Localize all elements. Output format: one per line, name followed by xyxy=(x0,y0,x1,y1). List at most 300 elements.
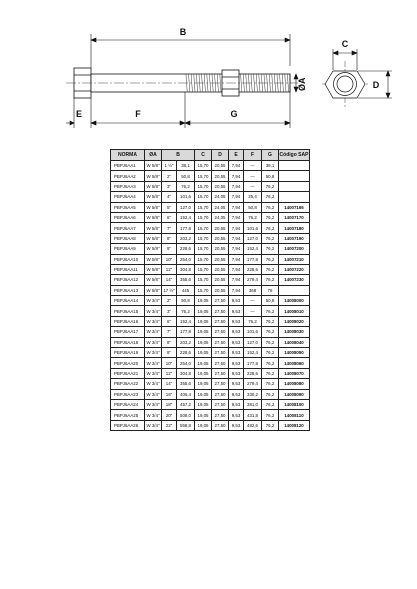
cell-sap-code: 14007165 xyxy=(279,202,310,212)
cell-sap-code: 14007220 xyxy=(279,264,310,274)
cell-diameter: W 3/4" xyxy=(145,410,162,420)
cell-c: 19,05 xyxy=(195,337,212,347)
cell-c: 19,05 xyxy=(195,389,212,399)
table-row xyxy=(111,306,310,316)
cell-b-mm: 76,2 xyxy=(177,181,195,191)
cell-norma: PBPJ6AA1 xyxy=(111,161,145,171)
cell-norma: PBPJ6AA25 xyxy=(111,410,145,420)
cell-diameter: W 3/4" xyxy=(145,420,162,430)
cell-norma: PBPJ6AA24 xyxy=(111,399,145,409)
nut-end-view xyxy=(322,61,368,107)
cell-d: 27,50 xyxy=(212,389,229,399)
cell-sap-code: 14007210 xyxy=(279,254,310,264)
table-row xyxy=(111,171,310,181)
cell-e: 9,53 xyxy=(229,379,244,389)
cell-f: 50,8 xyxy=(244,202,262,212)
header-c: C xyxy=(195,150,212,161)
table-row xyxy=(111,275,310,285)
cell-b-inch: 8" xyxy=(162,233,177,243)
bolt-side-view xyxy=(66,68,298,98)
cell-g: 50,8 xyxy=(262,296,279,306)
cell-g: 76,2 xyxy=(262,316,279,326)
cell-f: 127,0 xyxy=(244,233,262,243)
table-row xyxy=(111,161,310,171)
table-row xyxy=(111,223,310,233)
dimension-label-e: E xyxy=(75,109,83,119)
cell-sap-code: 14007180 xyxy=(279,223,310,233)
cell-e: 9,53 xyxy=(229,389,244,399)
cell-c: 15,70 xyxy=(195,202,212,212)
cell-c: 15,70 xyxy=(195,285,212,295)
cell-f: 482,6 xyxy=(244,420,262,430)
cell-b-mm: 228,6 xyxy=(177,244,195,254)
dimensions-lower xyxy=(66,92,290,128)
cell-sap-code: 14008120 xyxy=(279,420,310,430)
cell-diameter: W 5/8" xyxy=(145,264,162,274)
cell-e: 7,94 xyxy=(229,171,244,181)
dimension-label-g: G xyxy=(230,109,238,119)
cell-d: 20,55 xyxy=(212,233,229,243)
cell-e: 9,53 xyxy=(229,296,244,306)
cell-norma: PBPJ6AA15 xyxy=(111,306,145,316)
cell-sap-code: 14007170 xyxy=(279,212,310,222)
cell-f: — xyxy=(244,171,262,181)
bolt-technical-drawing xyxy=(0,0,417,140)
cell-e: 7,94 xyxy=(229,264,244,274)
cell-b-inch: 2" xyxy=(162,296,177,306)
cell-g: 76,2 xyxy=(262,306,279,316)
table-row xyxy=(111,337,310,347)
cell-g: 76,2 xyxy=(262,233,279,243)
cell-sap-code: 14008040 xyxy=(279,337,310,347)
cell-b-mm: 127,0 xyxy=(177,202,195,212)
cell-norma: PBPJ6AA20 xyxy=(111,358,145,368)
cell-e: 9,53 xyxy=(229,327,244,337)
cell-b-mm: 558,8 xyxy=(177,420,195,430)
cell-diameter: W 5/8" xyxy=(145,244,162,254)
cell-diameter: W 5/8" xyxy=(145,171,162,181)
cell-diameter: W 5/8" xyxy=(145,161,162,171)
cell-e: 9,53 xyxy=(229,337,244,347)
table-row xyxy=(111,254,310,264)
cell-b-inch: 14" xyxy=(162,275,177,285)
cell-diameter: W 3/4" xyxy=(145,399,162,409)
cell-d: 20,55 xyxy=(212,254,229,264)
cell-d: 27,50 xyxy=(212,306,229,316)
cell-b-inch: 1 ½" xyxy=(162,161,177,171)
table-row xyxy=(111,399,310,409)
cell-b-inch: 14" xyxy=(162,379,177,389)
cell-c: 15,70 xyxy=(195,212,212,222)
cell-c: 19,05 xyxy=(195,327,212,337)
cell-norma: PBPJ6AA10 xyxy=(111,254,145,264)
cell-norma: PBPJ6AA5 xyxy=(111,202,145,212)
cell-sap-code xyxy=(279,192,310,202)
cell-b-inch: 9" xyxy=(162,348,177,358)
cell-d: 20,55 xyxy=(212,264,229,274)
cell-sap-code: 14008110 xyxy=(279,410,310,420)
cell-c: 19,05 xyxy=(195,296,212,306)
cell-g: 76,2 xyxy=(262,337,279,347)
cell-c: 15,70 xyxy=(195,254,212,264)
cell-g: 76,2 xyxy=(262,264,279,274)
cell-g: 76,2 xyxy=(262,410,279,420)
header-diameter: ØA xyxy=(145,150,162,161)
cell-norma: PBPJ6AA14 xyxy=(111,296,145,306)
cell-f: 127,0 xyxy=(244,337,262,347)
cell-f: 228,6 xyxy=(244,368,262,378)
cell-e: 9,53 xyxy=(229,358,244,368)
header-e: E xyxy=(229,150,244,161)
cell-f: 177,8 xyxy=(244,358,262,368)
table-row xyxy=(111,368,310,378)
cell-f: 330,2 xyxy=(244,389,262,399)
cell-b-inch: 8" xyxy=(162,337,177,347)
cell-e: 9,53 xyxy=(229,348,244,358)
cell-diameter: W 5/8" xyxy=(145,233,162,243)
cell-diameter: W 3/4" xyxy=(145,306,162,316)
cell-e: 9,53 xyxy=(229,410,244,420)
cell-b-inch: 9" xyxy=(162,244,177,254)
cell-f: 76,2 xyxy=(244,212,262,222)
cell-e: 7,94 xyxy=(229,254,244,264)
cell-b-mm: 76,2 xyxy=(177,306,195,316)
specification-table xyxy=(110,149,310,431)
cell-b-inch: 6" xyxy=(162,316,177,326)
table-row xyxy=(111,212,310,222)
cell-b-inch: 2" xyxy=(162,171,177,181)
cell-f: — xyxy=(244,296,262,306)
cell-norma: PBPJ6AA2 xyxy=(111,171,145,181)
cell-e: 7,94 xyxy=(229,233,244,243)
cell-f: 431,8 xyxy=(244,410,262,420)
cell-f: 76,2 xyxy=(244,316,262,326)
cell-b-mm: 457,2 xyxy=(177,399,195,409)
cell-b-mm: 406,4 xyxy=(177,389,195,399)
cell-b-mm: 177,8 xyxy=(177,327,195,337)
cell-e: 7,94 xyxy=(229,181,244,191)
table-row xyxy=(111,410,310,420)
cell-norma: PBPJ6AA16 xyxy=(111,316,145,326)
cell-d: 20,55 xyxy=(212,223,229,233)
cell-sap-code: 14008020 xyxy=(279,316,310,326)
cell-diameter: W 5/8" xyxy=(145,202,162,212)
cell-sap-code: 14007190 xyxy=(279,233,310,243)
cell-g: 76,2 xyxy=(262,212,279,222)
cell-diameter: W 5/8" xyxy=(145,192,162,202)
cell-d: 27,50 xyxy=(212,358,229,368)
dimension-label-f: F xyxy=(135,109,141,119)
cell-norma: PBPJ6AA21 xyxy=(111,368,145,378)
cell-g: 76,2 xyxy=(262,399,279,409)
cell-b-mm: 177,8 xyxy=(177,223,195,233)
cell-e: 7,94 xyxy=(229,192,244,202)
cell-diameter: W 5/8" xyxy=(145,212,162,222)
cell-c: 15,70 xyxy=(195,223,212,233)
cell-f: — xyxy=(244,306,262,316)
cell-d: 20,55 xyxy=(212,171,229,181)
cell-sap-code: 14008070 xyxy=(279,368,310,378)
cell-e: 9,53 xyxy=(229,306,244,316)
header-f: F xyxy=(244,150,262,161)
table-row xyxy=(111,285,310,295)
cell-sap-code xyxy=(279,181,310,191)
cell-diameter: W 3/4" xyxy=(145,327,162,337)
cell-sap-code: 14008030 xyxy=(279,327,310,337)
cell-d: 27,50 xyxy=(212,327,229,337)
cell-norma: PBPJ6AA6 xyxy=(111,212,145,222)
dimension-label-d: D xyxy=(372,80,380,90)
cell-d: 24,05 xyxy=(212,202,229,212)
cell-c: 15,70 xyxy=(195,192,212,202)
cell-c: 15,70 xyxy=(195,181,212,191)
cell-sap-code: 14007200 xyxy=(279,244,310,254)
cell-b-mm: 203,2 xyxy=(177,233,195,243)
table-row xyxy=(111,327,310,337)
cell-f: 368 xyxy=(244,285,262,295)
cell-norma: PBPJ6AA17 xyxy=(111,327,145,337)
cell-e: 9,53 xyxy=(229,368,244,378)
cell-d: 24,05 xyxy=(212,212,229,222)
cell-e: 7,94 xyxy=(229,275,244,285)
cell-diameter: W 3/4" xyxy=(145,368,162,378)
cell-norma: PBPJ6AA18 xyxy=(111,337,145,347)
cell-c: 19,05 xyxy=(195,379,212,389)
cell-b-inch: 18" xyxy=(162,399,177,409)
cell-sap-code xyxy=(279,161,310,171)
cell-g: 76,2 xyxy=(262,223,279,233)
cell-b-inch: 22" xyxy=(162,420,177,430)
cell-d: 27,50 xyxy=(212,399,229,409)
cell-b-mm: 355,6 xyxy=(177,379,195,389)
cell-b-mm: 445 xyxy=(177,285,195,295)
header-norma: NORMA xyxy=(111,150,145,161)
cell-g: 76 xyxy=(262,285,279,295)
cell-d: 27,50 xyxy=(212,368,229,378)
cell-g: 76,2 xyxy=(262,181,279,191)
cell-norma: PBPJ6AA19 xyxy=(111,348,145,358)
cell-sap-code: 14008100 xyxy=(279,399,310,409)
table-row xyxy=(111,233,310,243)
cell-d: 20,55 xyxy=(212,244,229,254)
cell-b-mm: 152,4 xyxy=(177,212,195,222)
cell-norma: PBPJ6AA9 xyxy=(111,244,145,254)
cell-diameter: W 5/8" xyxy=(145,254,162,264)
cell-diameter: W 3/4" xyxy=(145,296,162,306)
cell-b-inch: 7" xyxy=(162,327,177,337)
header-sap-code: Código SAP xyxy=(279,150,310,161)
cell-b-mm: 355,6 xyxy=(177,275,195,285)
cell-diameter: W 5/8" xyxy=(145,181,162,191)
cell-f: 25,4 xyxy=(244,192,262,202)
table-row xyxy=(111,389,310,399)
cell-sap-code: 14008000 xyxy=(279,296,310,306)
cell-diameter: W 5/8" xyxy=(145,285,162,295)
cell-diameter: W 5/8" xyxy=(145,223,162,233)
cell-sap-code xyxy=(279,285,310,295)
cell-e: 7,94 xyxy=(229,223,244,233)
table-header-row xyxy=(111,150,310,161)
cell-d: 27,50 xyxy=(212,348,229,358)
dimension-label-diameter: ØA xyxy=(297,77,307,91)
cell-g: 76,2 xyxy=(262,379,279,389)
cell-g: 76,2 xyxy=(262,368,279,378)
cell-b-inch: 3" xyxy=(162,181,177,191)
cell-b-inch: 17 ½" xyxy=(162,285,177,295)
cell-sap-code: 14008080 xyxy=(279,379,310,389)
table-row xyxy=(111,358,310,368)
cell-g: 76,2 xyxy=(262,244,279,254)
cell-b-mm: 50,8 xyxy=(177,296,195,306)
cell-d: 20,55 xyxy=(212,285,229,295)
cell-e: 7,94 xyxy=(229,244,244,254)
cell-c: 15,70 xyxy=(195,264,212,274)
table-row xyxy=(111,192,310,202)
cell-g: 76,2 xyxy=(262,275,279,285)
cell-c: 19,05 xyxy=(195,420,212,430)
cell-f: 279,4 xyxy=(244,275,262,285)
cell-c: 19,05 xyxy=(195,316,212,326)
header-g: G xyxy=(262,150,279,161)
cell-e: 9,53 xyxy=(229,316,244,326)
cell-norma: PBPJ6AA7 xyxy=(111,223,145,233)
cell-c: 15,70 xyxy=(195,233,212,243)
cell-b-inch: 16" xyxy=(162,389,177,399)
cell-g: 76,2 xyxy=(262,192,279,202)
cell-g: 38,1 xyxy=(262,161,279,171)
table-row xyxy=(111,202,310,212)
table-row xyxy=(111,244,310,254)
cell-b-mm: 50,8 xyxy=(177,171,195,181)
cell-d: 27,50 xyxy=(212,410,229,420)
cell-g: 76,2 xyxy=(262,327,279,337)
cell-b-mm: 152,4 xyxy=(177,316,195,326)
cell-sap-code: 14008010 xyxy=(279,306,310,316)
cell-sap-code: 14008090 xyxy=(279,389,310,399)
cell-norma: PBPJ6AA23 xyxy=(111,389,145,399)
cell-diameter: W 3/4" xyxy=(145,348,162,358)
cell-d: 20,55 xyxy=(212,181,229,191)
cell-b-inch: 4" xyxy=(162,192,177,202)
cell-b-mm: 101,6 xyxy=(177,192,195,202)
cell-d: 27,50 xyxy=(212,296,229,306)
cell-b-mm: 304,8 xyxy=(177,264,195,274)
header-d: D xyxy=(212,150,229,161)
cell-d: 27,50 xyxy=(212,337,229,347)
cell-b-mm: 254,0 xyxy=(177,358,195,368)
cell-c: 15,70 xyxy=(195,171,212,181)
table-row xyxy=(111,420,310,430)
cell-f: 152,4 xyxy=(244,348,262,358)
cell-g: 76,2 xyxy=(262,389,279,399)
cell-f: 228,6 xyxy=(244,264,262,274)
table-row xyxy=(111,316,310,326)
cell-b-inch: 3" xyxy=(162,306,177,316)
cell-c: 15,70 xyxy=(195,161,212,171)
cell-b-mm: 38,1 xyxy=(177,161,195,171)
header-b: B xyxy=(162,150,195,161)
cell-b-inch: 10" xyxy=(162,254,177,264)
cell-norma: PBPJ6AA22 xyxy=(111,379,145,389)
cell-g: 76,2 xyxy=(262,358,279,368)
cell-g: 76,2 xyxy=(262,420,279,430)
cell-c: 19,05 xyxy=(195,358,212,368)
cell-f: 101,6 xyxy=(244,327,262,337)
cell-f: 152,4 xyxy=(244,244,262,254)
cell-d: 20,55 xyxy=(212,161,229,171)
cell-f: 381,0 xyxy=(244,399,262,409)
cell-d: 27,50 xyxy=(212,316,229,326)
cell-e: 7,94 xyxy=(229,202,244,212)
cell-norma: PBPJ6AA12 xyxy=(111,275,145,285)
cell-diameter: W 3/4" xyxy=(145,389,162,399)
cell-g: 76,2 xyxy=(262,202,279,212)
cell-c: 15,70 xyxy=(195,275,212,285)
cell-b-mm: 254,0 xyxy=(177,254,195,264)
dimension-label-c: C xyxy=(341,39,349,49)
cell-e: 9,53 xyxy=(229,399,244,409)
specification-table-body xyxy=(111,161,310,431)
cell-b-inch: 5" xyxy=(162,202,177,212)
cell-c: 19,05 xyxy=(195,306,212,316)
cell-e: 7,94 xyxy=(229,212,244,222)
cell-sap-code: 14008050 xyxy=(279,348,310,358)
cell-sap-code xyxy=(279,171,310,181)
cell-c: 19,05 xyxy=(195,368,212,378)
table-row xyxy=(111,348,310,358)
cell-diameter: W 5/8" xyxy=(145,275,162,285)
cell-b-inch: 12" xyxy=(162,368,177,378)
cell-e: 7,94 xyxy=(229,161,244,171)
cell-f: — xyxy=(244,181,262,191)
cell-diameter: W 3/4" xyxy=(145,358,162,368)
dimension-label-b: B xyxy=(179,27,187,37)
cell-b-inch: 20" xyxy=(162,410,177,420)
cell-c: 19,05 xyxy=(195,348,212,358)
table-row xyxy=(111,264,310,274)
cell-d: 27,50 xyxy=(212,379,229,389)
cell-g: 76,2 xyxy=(262,348,279,358)
cell-g: 50,8 xyxy=(262,171,279,181)
table-row xyxy=(111,379,310,389)
cell-b-inch: 10" xyxy=(162,358,177,368)
dimension-b xyxy=(91,27,290,68)
cell-f: 177,8 xyxy=(244,254,262,264)
cell-norma: PBPJ6AA26 xyxy=(111,420,145,430)
cell-e: 9,53 xyxy=(229,420,244,430)
cell-diameter: W 3/4" xyxy=(145,316,162,326)
cell-d: 20,55 xyxy=(212,275,229,285)
cell-b-inch: 7" xyxy=(162,223,177,233)
cell-f: 279,4 xyxy=(244,379,262,389)
cell-b-mm: 508,0 xyxy=(177,410,195,420)
cell-c: 19,05 xyxy=(195,399,212,409)
cell-b-mm: 304,8 xyxy=(177,368,195,378)
cell-diameter: W 3/4" xyxy=(145,337,162,347)
cell-sap-code: 14007230 xyxy=(279,275,310,285)
cell-e: 7,94 xyxy=(229,285,244,295)
cell-diameter: W 3/4" xyxy=(145,379,162,389)
cell-f: 101,6 xyxy=(244,223,262,233)
cell-b-inch: 12" xyxy=(162,264,177,274)
table-row xyxy=(111,181,310,191)
cell-norma: PBPJ6AA13 xyxy=(111,285,145,295)
cell-norma: PBPJ6AA4 xyxy=(111,192,145,202)
cell-b-inch: 6" xyxy=(162,212,177,222)
cell-f: — xyxy=(244,161,262,171)
cell-d: 24,05 xyxy=(212,192,229,202)
cell-b-mm: 203,2 xyxy=(177,337,195,347)
